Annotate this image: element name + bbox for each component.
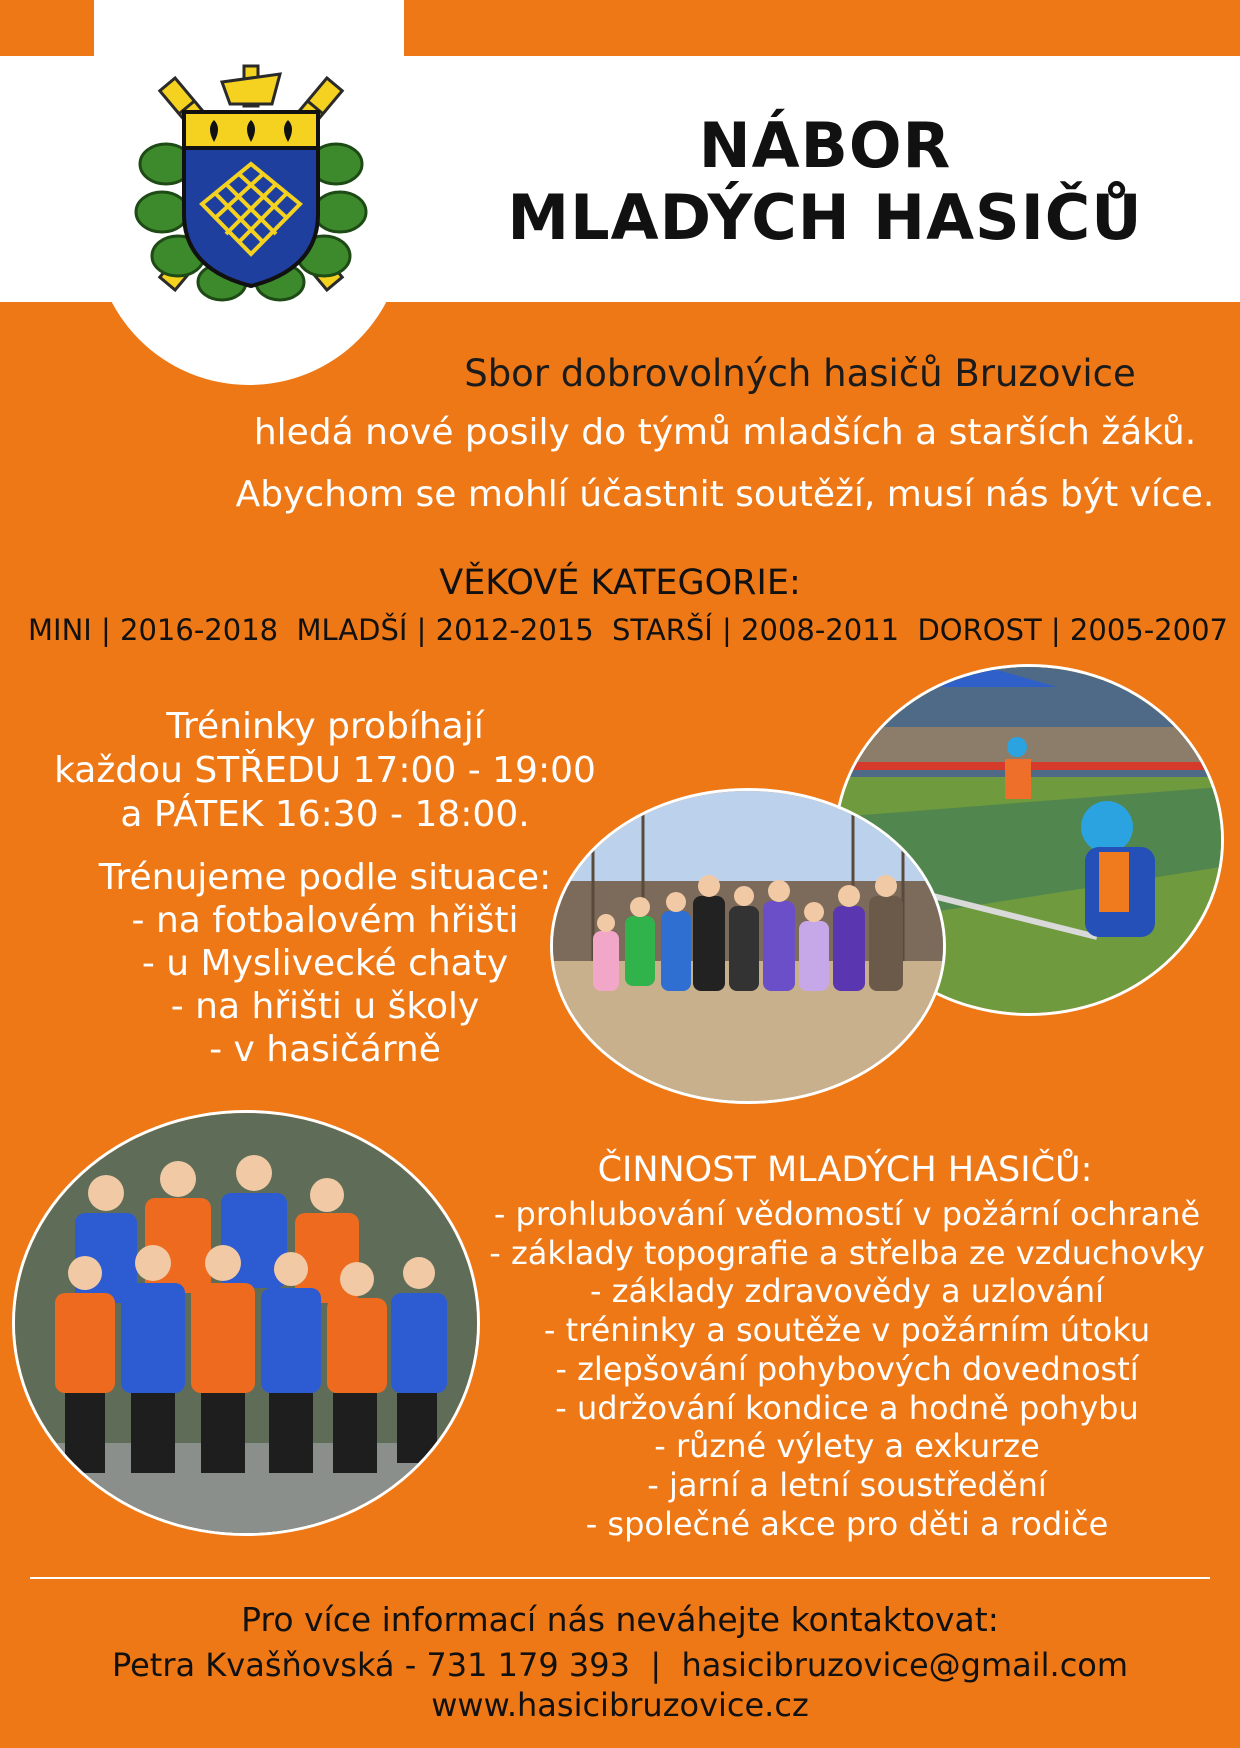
activity-item: - společné akce pro děti a rodiče [585,1504,1109,1543]
category-starsi: STARŠÍ | 2008-2011 [612,613,900,647]
place-item: - na hřišti u školy [170,986,480,1027]
fire-brigade-coat-of-arms-icon [122,64,380,304]
places-title: Trénujeme podle situace: [98,857,552,898]
place-item: - u Myslivecké chaty [141,943,509,984]
contact-line [0,1646,1240,1684]
place-item: - v hasičárně [209,1029,441,1070]
age-categories-list [28,613,1228,647]
activity-item: - různé výlety a exkurze [654,1427,1040,1466]
page-title [490,110,1160,254]
training-line-3: a PÁTEK 16:30 - 18:00. [120,794,530,835]
contact-heading: Pro více informací nás neváhejte kontaktovat: [241,1600,999,1639]
training-places [60,856,590,1071]
place-item: - na fotbalovém hřišti [131,900,519,941]
age-categories-title: VĚKOVÉ KATEGORIE: [439,563,801,603]
contact-email-link[interactable]: hasicibruzovice@gmail.com [681,1646,1129,1684]
activity-item: - zlepšování pohybových dovedností [555,1349,1139,1388]
activity-item: - udržování kondice a hodně pohybu [555,1388,1139,1427]
training-schedule [50,705,600,837]
divider [30,1577,1210,1579]
activities-list [482,1195,1212,1543]
activity-item: - jarní a letní soustředění [647,1465,1047,1504]
photo-team-jerseys [12,1110,480,1536]
organization-name: Sbor dobrovolných hasičů Bruzovice [464,352,1136,395]
activities-title: ČINNOST MLADÝCH HASIČŮ: [597,1150,1093,1190]
title-line-1: NÁBOR [698,109,952,182]
training-line-2: každou STŘEDU 17:00 - 19:00 [54,750,596,791]
website-link[interactable]: www.hasicibruzovice.cz [431,1686,809,1724]
contact-separator: | [650,1646,662,1684]
category-dorost: DOROST | 2005-2007 [917,613,1228,647]
category-mladsi: MLADŠÍ | 2012-2015 [296,613,594,647]
title-line-2: MLADÝCH HASIČŮ [507,181,1143,254]
photo-kids-outdoors [550,788,946,1104]
activity-item: - prohlubování vědomostí v požární ochraně [493,1195,1201,1233]
intro-line-2: Abychom se mohlí účastnit soutěží, musí nás být více. [235,474,1215,515]
intro-line-1: hledá nové posily do týmů mladších a starších žáků. [253,412,1197,453]
training-line-1: Tréninky probíhají [166,706,484,747]
activity-item: - základy topografie a střelba ze vzduchovky [489,1233,1205,1272]
activity-item: - základy zdravovědy a uzlování [589,1272,1105,1311]
contact-name-phone[interactable]: Petra Kvašňovská - 731 179 393 [111,1646,630,1684]
category-mini: MINI | 2016-2018 [28,613,279,647]
activity-item: - tréninky a soutěže v požárním útoku [543,1311,1151,1350]
